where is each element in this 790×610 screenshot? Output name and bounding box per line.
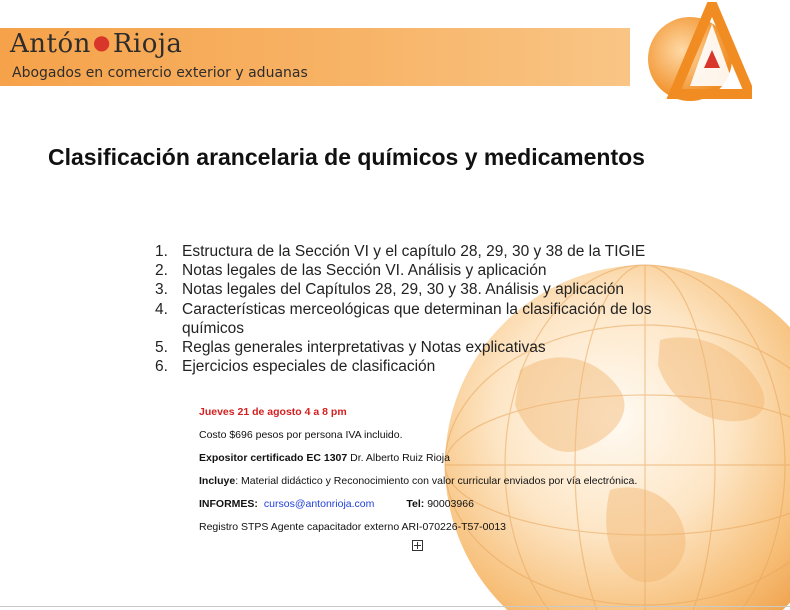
incluye-text: : Material didáctico y Reconocimiento con valor curricular enviados por vía electrónica. bbox=[235, 475, 638, 487]
page-title: Clasificación arancelaria de químicos y medicamentos bbox=[48, 144, 645, 170]
expositor-label: Expositor certificado EC 1307 bbox=[199, 452, 348, 464]
page-divider bbox=[0, 606, 790, 607]
list-item-number: 3. bbox=[155, 281, 168, 299]
list-item-number: 1. bbox=[155, 243, 168, 260]
event-contact bbox=[199, 498, 699, 521]
event-expositor bbox=[199, 452, 699, 475]
expositor-name: Dr. Alberto Ruiz Rioja bbox=[347, 452, 450, 464]
event-info bbox=[199, 406, 699, 544]
expand-icon[interactable] bbox=[412, 540, 423, 551]
event-cost: Costo $696 pesos por persona IVA incluido. bbox=[199, 429, 403, 441]
list-item-text: Ejercicios especiales de clasificación bbox=[182, 358, 436, 376]
tel-block bbox=[406, 498, 474, 510]
list-item-number: 6. bbox=[155, 358, 168, 376]
triangle-logo-icon bbox=[640, 2, 752, 102]
brand-name bbox=[10, 29, 182, 59]
list-item-number: 2. bbox=[155, 262, 168, 280]
tel-label: Tel: bbox=[406, 498, 425, 510]
list-item bbox=[155, 242, 675, 261]
event-date: Jueves 21 de agosto 4 a 8 pm bbox=[199, 406, 347, 418]
list-item bbox=[155, 261, 675, 280]
list-item bbox=[155, 357, 675, 376]
tel-value: 90003966 bbox=[424, 498, 474, 510]
brand-tagline: Abogados en comercio exterior y aduanas bbox=[12, 65, 308, 81]
event-includes bbox=[199, 475, 699, 498]
list-item-text: Notas legales del Capítulos 28, 29, 30 y 38. Análisis y aplicación bbox=[182, 281, 625, 299]
list-item-number: 4. bbox=[155, 300, 168, 318]
list-item-text: Reglas generales interpretativas y Notas explicativas bbox=[182, 339, 546, 357]
list-item bbox=[155, 280, 675, 299]
event-registro: Registro STPS Agente capacitador externo ARI-070226-T57-0013 bbox=[199, 521, 507, 533]
list-item bbox=[155, 338, 675, 357]
list-item-text: Notas legales de las Sección VI. Análisis y aplicación bbox=[182, 262, 547, 280]
incluye-label: Incluye bbox=[199, 475, 236, 487]
brand-left: Antón bbox=[10, 29, 91, 59]
informes-label: INFORMES: bbox=[199, 498, 258, 510]
list-item-number: 5. bbox=[155, 339, 168, 357]
list-item-text: Características merceológicas que determinan la clasificación de los químicos bbox=[182, 300, 652, 337]
topics-list bbox=[155, 242, 675, 376]
email-link[interactable]: cursos@antonrioja.com bbox=[263, 498, 375, 510]
list-item bbox=[155, 300, 675, 338]
list-item-text: Estructura de la Sección VI y el capítulo 28, 29, 30 y 38 de la TIGIE bbox=[182, 243, 646, 260]
brand-right: Rioja bbox=[112, 29, 183, 59]
brand-dot-icon: ● bbox=[92, 30, 111, 54]
